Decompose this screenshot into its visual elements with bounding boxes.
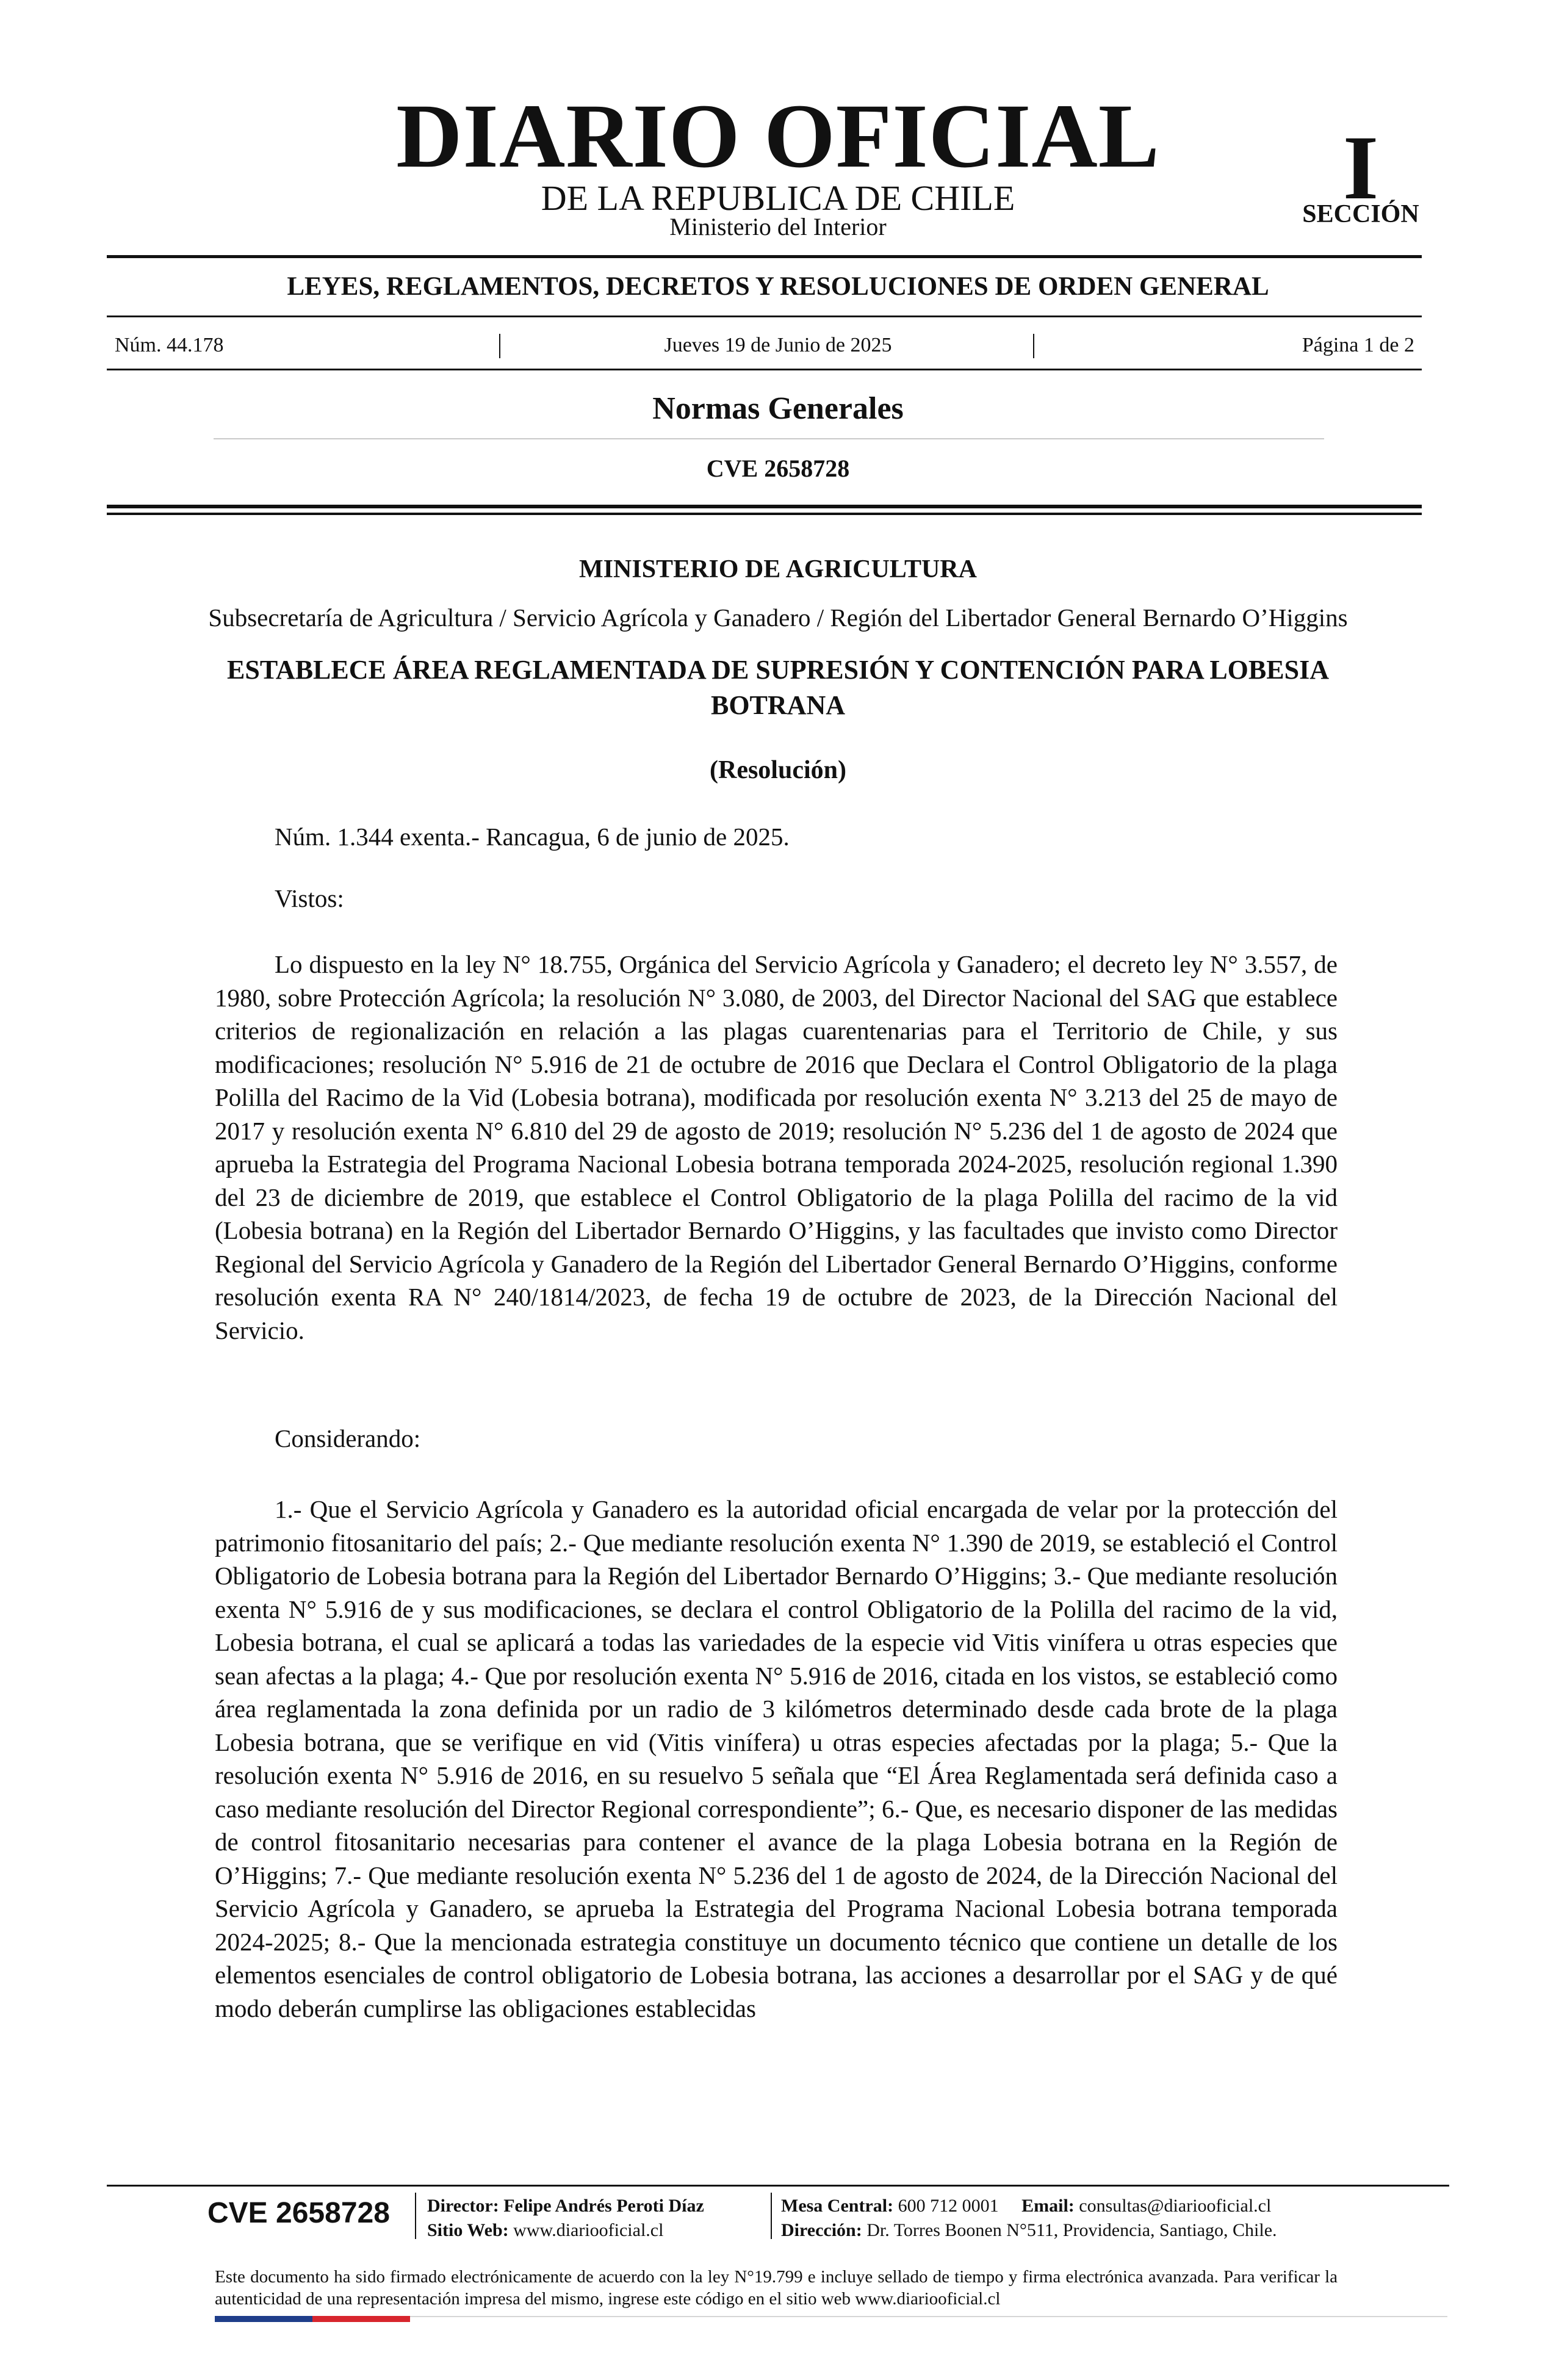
considerando-label: Considerando: xyxy=(275,1424,421,1452)
issue-number: Núm. 44.178 xyxy=(115,334,224,356)
divider xyxy=(107,513,1422,515)
category-heading: LEYES, REGLAMENTOS, DECRETOS Y RESOLUCIONES DE ORDEN GENERAL xyxy=(287,272,1269,301)
flag-stripe-red xyxy=(312,2316,410,2322)
resolution-number: Núm. 1.344 exenta.- Rancagua, 6 de junio de 2025. xyxy=(275,823,790,851)
masthead-title: DIARIO OFICIAL xyxy=(396,85,1160,187)
phone-number: 600 712 0001 xyxy=(898,2196,999,2216)
document-title: ESTABLECE ÁREA REGLAMENTADA DE SUPRESIÓN Y CONTENCIÓN PARA LOBESIA BOTRANA xyxy=(227,655,1329,720)
footer-contact xyxy=(781,2197,1271,2215)
footer-separator xyxy=(415,2193,416,2239)
issuing-ministry: MINISTERIO DE AGRICULTURA xyxy=(579,555,977,583)
footer-cve: CVE 2658728 xyxy=(207,2197,390,2229)
divider xyxy=(107,369,1422,370)
flag-stripe-blue xyxy=(215,2316,312,2322)
phone-label: Mesa Central: xyxy=(781,2196,894,2216)
director-label: Director: xyxy=(427,2196,499,2216)
page-indicator: Página 1 de 2 xyxy=(1302,334,1414,356)
issuing-subheading: Subsecretaría de Agricultura / Servicio Agrícola y Ganadero / Región del Libertador General Bernardo O’Higgins xyxy=(208,604,1348,632)
footer-separator xyxy=(771,2193,772,2239)
address-label: Dirección: xyxy=(781,2220,862,2240)
masthead-subtitle: DE LA REPUBLICA DE CHILE xyxy=(541,178,1015,218)
section-label: SECCIÓN xyxy=(1302,200,1419,228)
section-number: I xyxy=(1342,117,1379,218)
email-link[interactable]: consultas@diariooficial.cl xyxy=(1079,2196,1272,2216)
meta-separator xyxy=(1033,334,1034,358)
website-link[interactable]: www.diariooficial.cl xyxy=(513,2220,664,2240)
cve-code: CVE 2658728 xyxy=(706,455,850,482)
footer-address xyxy=(781,2221,1277,2240)
divider xyxy=(107,505,1422,508)
section-title: Normas Generales xyxy=(652,391,904,426)
email-label: Email: xyxy=(1021,2196,1075,2216)
footer-divider xyxy=(107,2185,1449,2187)
vistos-paragraph: Lo dispuesto en la ley N° 18.755, Orgánica del Servicio Agrícola y Ganadero; el decreto ley N° 3.557, de 1980, sobre Protección Agrícola; la resolución N° 3.080, de 2003, del Director Nacional del SAG que establece criterios de regionalización en relación a las plagas cuarentenarias para el Territorio de Chile, y sus modificaciones; resolución N° 5.916 de 21 de octubre de 2016 que Declara el Control Obligatorio de la plaga Polilla del Racimo de la Vid (Lobesia botrana), modificada por resolución exenta N° 3.213 del 25 de mayo de 2017 y resolución exenta N° 6.810 del 29 de agosto de 2019; resolución N° 5.236 del 1 de agosto de 2024 que aprueba la Estrategia del Programa Nacional Lobesia botrana temporada 2024-2025, resolución regional 1.390 del 23 de diciembre de 2019, que establece el Control Obligatorio de la plaga Polilla del racimo de la vid (Lobesia botrana) en la Región del Libertador Bernardo O’Higgins, y las facultades que invisto como Director Regional del Servicio Agrícola y Ganadero de la Región del Libertador General Bernardo O’Higgins, conforme resolución exenta RA N° 240/1814/2023, de fecha 19 de octubre de 2023, de la Dirección Nacional del Servicio. xyxy=(215,950,1338,1344)
issue-date: Jueves 19 de Junio de 2025 xyxy=(664,334,892,356)
footer-director xyxy=(427,2197,704,2215)
document-type: (Resolución) xyxy=(710,756,846,784)
masthead-ministry: Ministerio del Interior xyxy=(669,213,887,240)
vistos-label: Vistos: xyxy=(275,884,344,912)
footer-website xyxy=(427,2221,663,2240)
website-label: Sitio Web: xyxy=(427,2220,509,2240)
divider xyxy=(107,255,1422,258)
divider xyxy=(107,316,1422,317)
director-name: Felipe Andrés Peroti Díaz xyxy=(503,2196,704,2216)
divider xyxy=(214,438,1324,439)
considerando-paragraph: 1.- Que el Servicio Agrícola y Ganadero es la autoridad oficial encargada de velar por la protección del patrimonio fitosanitario del país; 2.- Que mediante resolución exenta N° 1.390 de 2019, se estableció el Control Obligatorio de Lobesia botrana para la Región del Libertador Bernardo O’Higgins; 3.- Que mediante resolución exenta N° 5.916 de y sus modificaciones, se declara el control Obligatorio de la Polilla del racimo de la vid, Lobesia botrana, el cual se aplicará a todas las variedades de la especie vid Vitis vinífera u otras especies que sean afectas a la plaga; 4.- Que por resolución exenta N° 5.916 de 2016, citada en los vistos, se estableció como área reglamentada la zona definida por un radio de 3 kilómetros determinado desde cada brote de la plaga Lobesia botrana, que se verifique en vid (Vitis vinífera) u otras especies afectadas por la plaga; 5.- Que la resolución exenta N° 5.916 de 2016, en su resuelvo 5 señala que “El Área Reglamentada será definida caso a caso mediante resolución del Director Regional correspondiente”; 6.- Que, es necesario disponer de las medidas de control fitosanitario necesarias para contener el avance de la plaga Lobesia botrana en la Región de O’Higgins; 7.- Que mediante resolución exenta N° 5.236 del 1 de agosto de 2024, de la Dirección Nacional del Servicio Agrícola y Ganadero, se aprueba la Estrategia del Programa Nacional Lobesia botrana temporada 2024-2025; 8.- Que la mencionada estrategia constituye un documento técnico que contiene un detalle de los elementos esenciales de control obligatorio de Lobesia botrana, las acciones a desarrollar por el SAG y de qué modo deberán cumplirse las obligaciones establecidas xyxy=(215,1495,1338,2022)
address-value: Dr. Torres Boonen N°511, Providencia, Santiago, Chile. xyxy=(866,2220,1277,2240)
footer-legal-notice: Este documento ha sido firmado electrónicamente de acuerdo con la ley N°19.799 e incluye sellado de tiempo y firma electrónica avanzada. Para verificar la autenticidad de una representación impresa del mismo, ingrese este código en el sitio web www.diariooficial.cl xyxy=(215,2267,1338,2309)
